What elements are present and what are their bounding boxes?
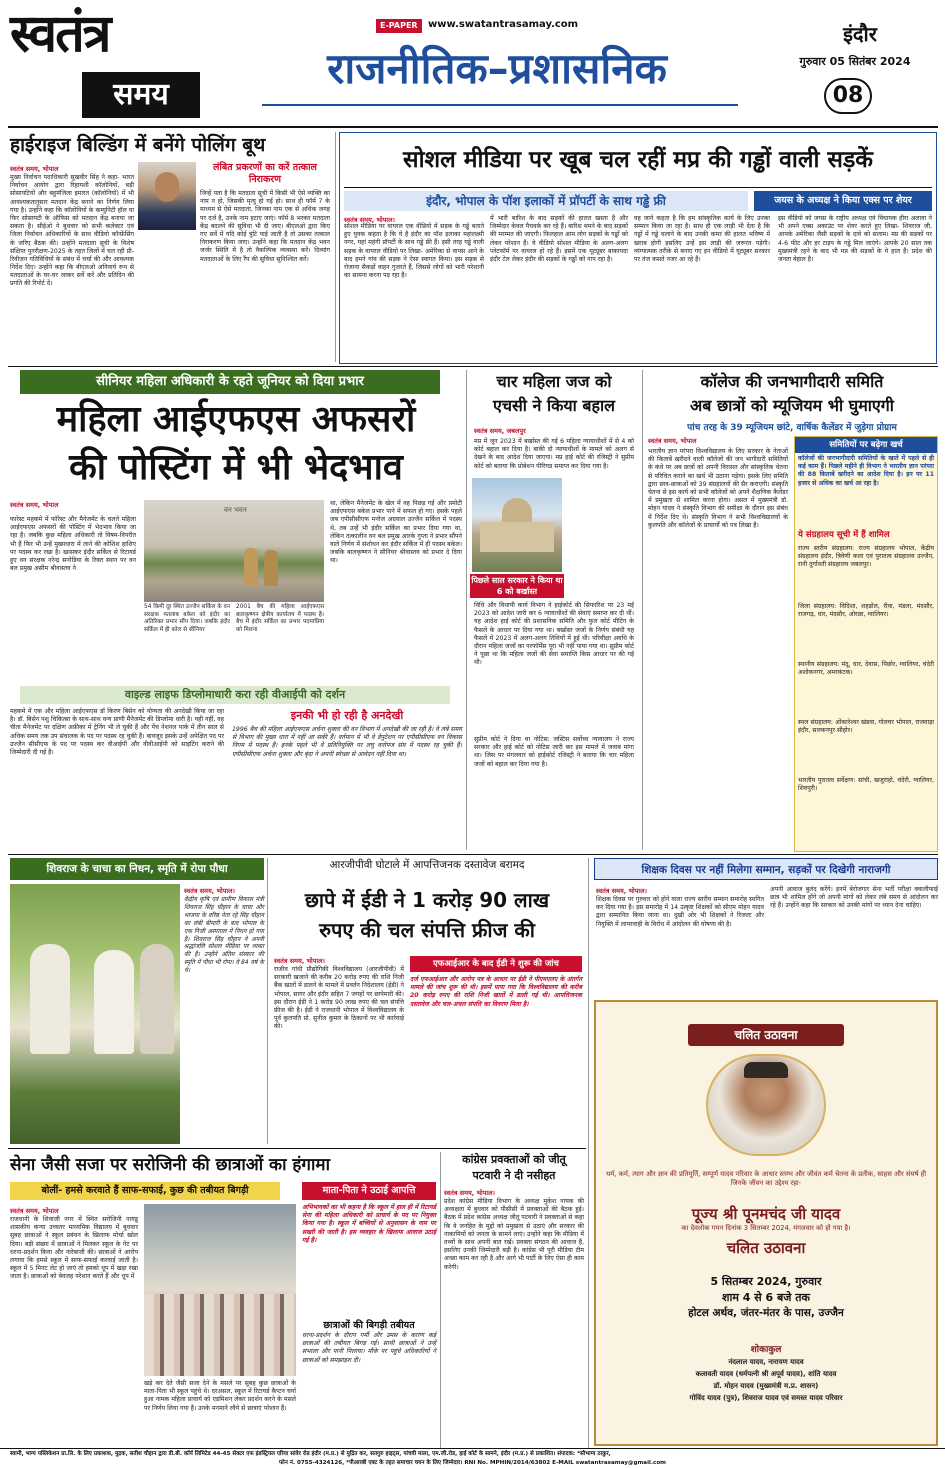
article-roads — [339, 132, 937, 364]
byline: स्वतंत्र समय, भोपाल। — [344, 216, 395, 224]
headline-line2: रुपए की चल संपत्ति फ्रीज की — [319, 918, 535, 942]
masthead-rule — [8, 126, 938, 128]
event-venue: होटल अर्थव, जंतर-मंतर के पास, उज्जैन — [688, 1307, 844, 1319]
side-title2: छात्राओं की बिगड़ी तबीयत — [323, 1320, 415, 1331]
headline-line2: एचसी ने किया बहाल — [492, 396, 616, 415]
body-col2: 54 किमी दूर स्थित उज्जैन सर्किल के वन संरक्षक मतलाब बकेल को इंदौर का अतिरिक्त प्रभार सौंप दिया। जबकि इंदौर सर्किल में ही कोल से सीनियर — [144, 604, 231, 633]
person-face — [155, 172, 179, 202]
protest-photo — [144, 1204, 296, 1376]
logo-line2: समय — [82, 72, 200, 118]
article-sarojini-students — [10, 1152, 436, 1448]
headline-line1: कॉलेज की जनभागीदारी समिति — [700, 372, 884, 391]
body-col4: था, लेकिन मैनेजमेंट के खेल में वह पिछड़ गई और प्रमोटी आईएफएस बकेल प्रभार पाने में सफल हो गए। इसके पहले जब एपीसीसीएफ मनोज अग्रवाल उज्जैन सर्किल में पदस्थ थे, तब उन्हें भी इंदौर सर्किल का प्रभार दिया गया था, लेकिन तत्कालीन वन बल प्रमुख आरके गुप्ता ने प्रभार सौंपने वाले निर्णय में संशोधन कर इंदौर सर्किल में ही पदस्थ बकेल। जबकि बालकृष्णन ने सीनियर श्रीवास्तव को प्रभार दे दिया था। — [330, 500, 462, 565]
body-top: मप्र में जून 2023 में बर्खास्त की गई 6 महिला न्यायाधीशों में से 4 को कोर्ट बहाल कर दिया है। बाकी दो न्यायाधीशों के मामले को अलग से देखने के बाद आदेश दिया जाएगा। मप्र हाई कोर्ट की रजिस्ट्री ने सुप्रीम कोर्ट को बताया कि प्रोबेशन पीरियड समाप्त कर दिया गया है। — [474, 438, 634, 470]
deceased-name: पूज्य श्री पूनमचंद जी यादव — [691, 1205, 841, 1223]
forest-office-photo — [144, 500, 324, 602]
plantation-photo — [10, 884, 180, 1144]
officer-figure — [244, 548, 258, 586]
obituary-ad — [594, 1000, 938, 1446]
byline: स्वतंत्र समय, भोपाल — [10, 165, 59, 173]
headline: सेना जैसी सजा पर सरोजिनी की छात्राओं का हंगामा — [10, 1155, 330, 1175]
kicker: सीनियर महिला अधिकारी के रहते जूनियर को दिया प्रभार — [20, 370, 440, 394]
high-court-photo — [472, 478, 562, 572]
portrait-cap — [744, 1062, 788, 1078]
kicker2: जयस के अध्यक्ष ने किया एक्स पर शेयर — [754, 191, 932, 211]
kicker: लंबित प्रकरणों का करें तत्काल निराकरण — [212, 162, 317, 185]
event-time: शाम 4 से 6 बजे तक — [722, 1291, 810, 1304]
headline-line1: कांग्रेस प्रवक्ताओं को जीतू — [462, 1153, 566, 1166]
headline-line1: महिला आईएफएस अफसरों — [56, 399, 416, 440]
ad-intro: धर्म, कर्म, त्याग और ज्ञान की प्रतिमूर्ति, सम्पूर्ण यादव परिवार के आधार स्तम्भ और जीवंत कर्म चेतना के प्रतीक, साहस और संघर्ष ही जिनके जीवन का उद्देश्य रहा- — [606, 1170, 926, 1187]
logo-line1: स्वतंत्र — [10, 3, 110, 64]
body: भारतीय ज्ञान परंपरा विश्वविद्यालय के लिए सरकार के नेताओं की किताबें खरीदने वाली कॉलेजों की जन भागीदारी समितियों के कंधे पर अब छात्रों को अपनी विरासत और सांस्कृतिक चेतना से परिचित कराने का खर्च भी उठाना पड़ेगा। इसके लिए समिति द्वारा छात्र-छात्राओं को 39 संग्रहालयों की सैर कराएगी। संस्कृति चेतना से इस कार्य को सभी कॉलेजों को अपने शैक्षणिक कैलेंडर में प्रमुखता से शामिल करना होगा। असल में मुख्यमंत्री डॉ. मोहन यादव ने संस्कृति विभाग की समीक्षा के दौरान इस संबंध में निर्देश दिए थे। संस्कृति विभाग ने सभी विश्वविद्यालयों के कुलपति और कॉलेजों के प्राचार्यों को पत्र लिखा है। — [648, 448, 788, 529]
section-title: राजनीतिक–प्रशासनिक — [327, 44, 667, 93]
logo — [10, 3, 200, 126]
imprint-footer — [0, 1448, 945, 1468]
edition-city: इंदौर — [843, 22, 877, 46]
body-col2: में भारी बारिश के बाद सड़कों की हालत खस्ता है और जिम्मेदार केवल पैचवर्क कर रहे हैं। बारिश थमने के बाद सड़कों की मरम्मत की जाएगी। फिलहाल आम लोग सड़कों के गड्ढों को लेकर परेशान हैं। ये वीडियो सोशल मीडिया के अलग-अलग प्लेटफॉर्म पर वायरल हो रहे हैं। इसमें एक यूट्यूबर बाकायदा इंदौर टेल लेकर इंदौर की सड़कों के गड्ढों को नाप रहा है। — [490, 215, 628, 263]
kicker: शिवराज के चाचा का निधन, स्मृति में रोपा पौधा — [10, 858, 264, 880]
body-col3: 2001 बैच की महिला आईएफएस बालकृष्णन क्षेत्रीय कार्यालय में पदस्थ हैं। बैच में इंदौर सर्किल का प्रभार पदमाप्रिया को मिलना — [236, 604, 324, 633]
event-title: चलित उठावना — [726, 1239, 806, 1257]
page-number: 08 — [824, 78, 872, 114]
body-col2 — [410, 1080, 582, 1146]
byline: स्वतंत्र समय, भोपाल — [10, 501, 59, 509]
byline: स्वतंत्र समय, भोपाल — [648, 437, 697, 445]
box-title: समितियों पर बढ़ेगा खर्च — [795, 437, 937, 453]
article-ed-raid — [272, 858, 582, 1146]
article-ifs-officers — [10, 370, 462, 633]
officer-figure — [264, 550, 278, 586]
body-col2: 1996 बैच की महिला आईएफएस अर्चना शुक्ला की वन विभाग में अनदेखी की जा रही है। वे लंबे समय से विभाग की मुख्य धारा में नहीं आ सकी हैं। वर्तमान में भी वे डेपुटेशन पर एपीसीसीएफ वन विकास निगम में पदस्थ हैं। इनके पहले भी वे प्रतिनियुक्ति पर लघु वनोपज संघ में पदस्थ रह चुकी हैं। एपीसीसीएफ अर्चना शुक्ला और बृंदा ने अपनी स्वेच्छा से आवेदन नहीं दिया था। — [232, 726, 462, 758]
kicker: इंदौर, भोपाल के पॉश इलाकों में प्रॉपर्टी के साथ गड्ढे फ्री — [344, 191, 748, 211]
side-title: माता-पिता ने उठाई आपत्ति — [302, 1182, 436, 1200]
header-divider — [262, 104, 738, 106]
headline-line2: अब छात्रों को म्यूजियम भी घुमाएगी — [690, 396, 894, 415]
mourner-3: डॉ. मोहन यादव (मुख्यमंत्री म.प्र. शासन) — [713, 1382, 819, 1390]
ad-banner: चलित उठावना — [688, 1024, 844, 1046]
side-body2: धरना-प्रदर्शन के दौरान गर्मी और उमस के कारण कई छात्राओं की तबीयत बिगड़ गई। साथी छात्राओं ने उन्हें संभाला और पानी पिलाया। मौके पर पहुंचे अधिकारियों ने छात्राओं को समझाइश दी। — [302, 1332, 436, 1364]
event-date: 5 सितम्बर 2024, गुरुवार — [710, 1275, 822, 1288]
list-item-3: स्थानीय संग्रहालय: मंदू, धार, देवास, पिछोर, ग्वालियर, चंदेरी अशोकनगर, अमरकंटक। — [798, 661, 934, 677]
building-body — [480, 522, 554, 552]
body-notice: सुप्रीम कोर्ट ने दिया था नोटिस: जस्टिस सर्वोच्च न्यायालय ने राज्य सरकार और हाई कोर्ट को नोटिस जारी कर इस मामले में जवाब मांगा था। जिस पर मंगलवार को हाईकोर्ट रजिस्ट्री ने बताया कि चार महिला जजों को बहाल कर दिया गया है। — [474, 736, 634, 768]
epaper-label: E-PAPER — [376, 19, 422, 33]
body-side — [566, 478, 634, 598]
article-teachers-day — [594, 858, 938, 996]
imprint-line2: फोन नं. 0755-4324126, *पीआरबी एक्ट के तहत समाचार चयन के लिए जिम्मेदार। RNI No. MPHIN/2014/63802 E-MAIL swatantrasamay@gmail.com — [278, 1460, 667, 1466]
body-main: विधि और विधायी कार्य विभाग ने हाईकोर्ट की सिफारिश पर 23 मई 2023 को आदेश जारी कर 6 न्यायाधीशों की सेवाएं समाप्त कर दी थीं। यह आदेश हाई कोर्ट की प्रशासनिक समिति और फुल कोर्ट मीटिंग के फैसले के आधार पर दिया गया था। बर्खास्त जजों के निर्णय संबंधी यह फैसले में 2023 में अलग-अलग तिथियों में हुई थी। परिवीक्षा अवधि के दौरान महिला जजों का परफॉर्मेंस पूरा भी नहीं पाया गया था। सुप्रीम कोर्ट ने पूछा था कि महिला जजों की सेवा समाप्ति किस आधार पर की गई थी। — [474, 602, 634, 667]
headline: हाईराइज बिल्डिंग में बनेंगे पोलिंग बूथ — [10, 134, 266, 156]
masthead — [0, 0, 945, 128]
person-figure — [30, 944, 70, 1054]
mourner-2: कलावती यादव (धर्मपत्नी श्री अपूर्व यादव), शांति यादव — [695, 1370, 837, 1378]
list-item-1: राज्य स्तरीय संग्रहालय: राज्य संग्रहालय भोपाल, केंद्रीय संग्रहालय इंदौर, त्रिवेणी कला एवं पुरातत्व संग्रहालय उज्जैन, रानी दुर्गावती संग्रहालय जबलपुर। — [798, 545, 934, 569]
article-wildlife — [10, 682, 462, 848]
body-col2: अपनी आवाज बुलंद करेंगे। इनमें बेरोजगार सेना भर्ती परीक्षा क्वालीफाई छात्र भी शामिल होंगे जो अपनी मांगों को लेकर लंबे समय से आंदोलन कर रहे हैं। उन्होंने कहा कि सरकार को उनकी मांगों पर ध्यान देना चाहिए। — [770, 886, 938, 910]
body-col3: वह जाने कहता है कि हम सांस्कृतिक कार्य के लिए उनका सम्मान किया जा रहा है। साथ ही एक लाड़ी भी देता है कि गड्ढों में गड्ढे चलाने के बाद उनकी कमर की हालत भविष्य में खराब होगी इसलिए उन्हें इस लाड़ी की जरूरत पड़ेगी। व्यंग्यात्मक तरीके से बनाए गए इन वीडियो में यूट्यूबर सरकार पर तंज कसते नजर आ रहे हैं। — [634, 215, 770, 263]
body-col1: महकमे में एक और महिला आईएफएस डॉ किरण बिसेन को योग्यता की अनदेखी किया जा रहा है। डॉ. बिसेन पशु चिकित्सा के साथ-साथ वन्य प्राणी मैनेजमेंट की डिप्लोमा धारी है। यही नहीं, वह चीता मैनेजमेंट पर दक्षिण अफ्रीका में ट्रेनिंग भी ले चुकी हैं और पेंच नेशनल पार्क में तीन साल से अधिक समय तक उप संचालक के पद पर पदस्थ रह चुकी हैं। बावजूद इसके उन्हें अपेक्षित पद पर उज्जैन सीसीएफ के पद पर पदस्थ कर वीआईपी और वीवीआईपी को साइटिंग कराने की जिम्मेदारी दी गई है। — [10, 708, 225, 756]
photo-caption: पिछले साल सरकार ने किया था 6 को बर्खास्त — [471, 576, 563, 596]
body-col1: शिक्षक दिवस पर गुरुवार को होने वाला राज्य स्तरीय सम्मान समारोह स्थगित कर दिया गया है। इस समारोह में 14 उत्कृष्ट शिक्षकों को सीएम मोहन यादव द्वारा सम्मानित किया जाना था। दुखी ओर भी शिक्षकों ने रिजल्ट और नियुक्ति में लापरवाही के विरोध में आंदोलन की घोषणा की है। — [596, 896, 764, 928]
body-col1: फारेस्ट महकमे में फॉरेस्ट और मैनेजमेंट के चलते महिला आईएफएस अफसरों की पोस्टिंग में भेदभाव किया जा रहा है। जबकि कुछ महिला अधिकारी तो विषम-विपरीत भी हैं फिर भी उन्हें मुख्यधारा में लाने की कोशिश हाशिए पर पदस्थ कर रखा है। खासकर इंदौर सर्किल से रिटायर्ड हुए वन संरक्षक नरेन्द्र सनोडिया के रिक्त स्थान पर वन बल प्रमुख असीम श्रीवास्तव ने — [10, 516, 136, 573]
sidebar-box — [794, 436, 938, 852]
list-item-2: जिला संग्रहालय: विदिशा, शहडोल, रीवा, मंडला, मंदसौर, राजगढ़, धार, मंदसौर, ओरछा, ग्वालियर। — [798, 603, 934, 619]
body: राजधानी के शिवाजी नगर में स्थित सरोजिनी नायडू शासकीय कन्या उच्चतर माध्यमिक विद्यालय में बुधवार सुबह छात्राओं ने स्कूल प्रबंधन के खिलाफ मोर्चा खोल दिया। बड़ी संख्या में छात्राओं ने मिलकर स्कूल के गेट पर धरना-प्रदर्शन किया और नारेबाजी की। छात्राओं ने आरोप लगाया कि हमसे स्कूल में साफ-सफाई करवाई जाती है। स्कूल में 5 मिनट लेट हो जाएं तो हमको धूप में खड़ा रखा जाता है। छात्राओं को बेवजह परेशान करते हैं और धूप में — [10, 1216, 138, 1281]
list-item-4: स्थल संग्रहालय: ओंकारेश्वर खंडवा, गोलघर भोपाल, राजवाड़ा इंदौर, सलकनपुर सीहोर। — [798, 719, 934, 735]
box-body: कॉलेजों की जनभागीदारी समितियों के खाते में पहले से ही कई काम हैं। पिछले महीने ही विभाग ने भारतीय ज्ञान परंपरा की 88 किताबें खरीदने का आदेश दिया है। इन पर 11 हजार से अधिक का खर्च आ रहा है। — [798, 455, 934, 487]
mourner-1: नंदलाल यादव, नारायण यादव — [728, 1358, 804, 1366]
byline: स्वतंत्र समय, भोपाल। — [596, 887, 647, 895]
headline-line1: छापे में ईडी ने 1 करोड़ 90 लाख — [304, 888, 550, 912]
article-women-judges — [470, 370, 638, 852]
person-figure — [140, 944, 174, 1054]
portrait-photo — [706, 1054, 826, 1156]
body-col1: मुख्य निर्वाचन पदाधिकारी सुखवीर सिंह ने कहा- भारत निर्वाचन आयोग द्वारा रिहायशी कॉलोनियों, बड़ी सोसायटियों और बहुमंजिला इमारत (कॉलोनियों) में भी आवश्यकतानुसार मतदान केंद्र बनाने का निर्णय लिया गया है। उन्होंने कहा कि कॉलोनियों के कम्युनिटी हॉल या फिर सोसायटी के ऑफिस को मतदान केंद्र बनाया जा सकता है। सीईओ ने बुधवार को सभी कलेक्टर एवं जिला निर्वाचन अधिकारियों के साथ वीडियो कॉन्फ्रेंसिंग के जरिए बैठक की। उन्होंने मतदाता सूची के विशेष संक्षिप्त पुनरीक्षण-2025 के तहत जिलों में चल रही प्री-रिवीजन गतिविधियों के संबंध में चर्चा की और आवश्यक निर्देश दिए। उन्होंने कहा कि बीएलओ अनिवार्य रूप से मतदाताओं के घर-घर जाकर सर्वे करें और प्रतिदिन की प्रगति की रिपोर्ट दें। — [10, 174, 134, 288]
list-item-5: भारतीय पुरातत्व सर्वेक्षण: सांची, खजुराहो, चंदेरी, ग्वालियर, शिवपुरी। — [798, 777, 934, 793]
photo-caption: वन भवन — [224, 506, 247, 514]
body: राजीव गांधी प्रौद्योगिकी विश्वविद्यालय (आरजीपीवी) में सरकारी खजाने की करीब 20 करोड़ रुपए की राशि निजी बैंक खातों में डालने के मामले में प्रवर्तन निदेशालय (ईडी) ने भोपाल, सागर और इंदौर सहित 7 जगहों पर छापेमारी की। इस दौरान ईडी ने 1 करोड़ 90 लाख रुपए की चल संपत्ति फ्रीज की है। ईडी ने राजधानी भोपाल में विश्वविद्यालय के पूर्व कुलपति प्रो. सुनील कुमार के ठिकानों पर भी कार्रवाई की। — [274, 966, 404, 1031]
mourners-label: शोकाकुल — [750, 1345, 782, 1355]
byline: स्वतंत्र समय, जबलपुर — [474, 427, 526, 435]
article-college-museum — [646, 370, 938, 852]
crowd — [144, 1294, 296, 1376]
divider — [335, 132, 336, 362]
death-note: का देवलोक गमन दिनांक 3 सितम्बर 2024, मंगलवार को हो गया है। — [681, 1224, 851, 1232]
byline: स्वतंत्र समय, भोपाल। — [444, 1189, 495, 1197]
kicker: पांच तरह के 39 म्यूजियम छांटे, वार्षिक कैलेंडर में जुड़ेगा प्रोग्राम — [687, 423, 897, 433]
side-title: एफआईआर के बाद ईडी ने शुरू की जांच — [410, 956, 582, 972]
epaper-bar — [376, 18, 646, 34]
body: केंद्रीय कृषि एवं ग्रामीण विकास मंत्री शिवराज सिंह चौहान के चाचा और भाजपा के वरिष्ठ नेता रहे सिंह चौहान का लंबी बीमारी के बाद भोपाल के एक निजी अस्पताल में निधन हो गया है। शिवराज सिंह चौहान ने अपनी श्रद्धांजलि सोशल मीडिया पर व्यक्त की है। उन्होंने अंतिम संस्कार की स्मृति में पौधा भी रोपा। वे 84 वर्ष के थे। — [184, 896, 264, 975]
kicker: बोलीं- हमसे करवाते हैं साफ-सफाई, कुछ की तबीयत बिगड़ी — [10, 1182, 280, 1200]
body-col2: जिन्हें पता है कि मतदाता सूची में किसी भी ऐसे व्यक्ति का नाम न हो, जिसकी मृत्यु हो गई हो। साथ ही फॉर्म 7 के माध्यम से ऐसे मतदाता, जिनका नाम एक से अधिक जगह पर दर्ज है, उनके नाम हटाए जाएं। फॉर्म 8 भरकर मतदाता केंद्र बदलने की सुविधा भी दी जाए। बीएलओ द्वारा किए गए सर्वे में यदि कोई त्रुटि पाई जाती है तो उसका तत्काल निराकरण किया जाए। उन्होंने कहा कि मतदान केंद्र भवन जर्जर स्थिति में है तो वैकल्पिक व्यवस्था करें। दिव्यांग मतदाताओं के लिए रैंप की सुविधा सुनिश्चित करें। — [200, 190, 330, 263]
article-shivraj-uncle — [10, 858, 264, 1144]
article-polling-booth — [10, 132, 332, 362]
body: प्रदेश कांग्रेस मीडिया विभाग के अध्यक्ष मुकेश नायक की अध्यक्षता में बुधवार को पीसीसी में प्रवक्ताओं की बैठक हुई। बैठक में प्रदेश कांग्रेस अध्यक्ष जीतू पटवारी ने प्रवक्ताओं से कहा कि वे जनहित के मुद्दों को प्रमुखता से उठाएं और सरकार की नाकामियों को जनता के सामने लाएं। उन्होंने कहा कि मीडिया में तथ्यों के साथ अपनी बात रखें। प्रवक्ता संगठन की आवाज हैं, इसलिए उनकी जिम्मेदारी बड़ी है। कांग्रेस भी पूरी मीडिया टीम अच्छा काम कर रही है और आगे भी पार्टी के लिए ऐसा ही काम करेगी। — [444, 1198, 584, 1271]
kicker: वाइल्ड लाइफ डिप्लोमाधारी करा रही वीआईपी को दर्शन — [20, 686, 450, 704]
headline-line2: पटवारी ने दी नसीहत — [472, 1169, 556, 1182]
body-col4: इस वीडियो को जयस के राष्ट्रीय अध्यक्ष एवं विधायक हीरा अलावा ने भी अपने एक्स अकाउंट पर शेयर करते हुए लिखा- शिवराज जी, आपके अमेरिका जैसी सड़कों के दावे को सलाम। मप्र की सड़कों पर 4-6 फीट और हर टाइप के गड्ढे मिल जाएंगे। आपके 20 साल तक मुख्यमंत्री रहने के बाद भी मप्र की सड़कों के ये हाल हैं। प्रदेश की जनता बेहाल है। — [778, 215, 932, 263]
official-photo — [138, 162, 196, 230]
kicker: आरजीपीवी घोटाले में आपत्तिजनक दस्तावेज बरामद — [329, 859, 525, 871]
side-body: अभिभावकों का भी कहना है कि स्कूल में हाल ही में रिटायर्ड सेना की महिला अधिकारी को प्राचार्य के पद पर नियुक्त किया गया है। स्कूल में बच्चियों से अनुशासन के नाम पर सख्ती की जाती है। इस व्यवहार के खिलाफ आवाज उठाई गई है। — [302, 1204, 436, 1244]
byline: स्वतंत्र समय, भोपाल। — [184, 887, 235, 895]
headline: सोशल मीडिया पर खूब चल रहीं मप्र की गड्ढों वाली सड़कें — [403, 147, 873, 173]
headline-line1: चार महिला जज को — [496, 372, 612, 391]
kicker2: इनकी भी हो रही है अनदेखी — [290, 709, 404, 722]
body-col1: सोशल मीडिया पर वायरल एक वीडियो में सड़क के गड्ढे बताते हुए युवक कहता है कि ये है इंदौर का पॉश इलाका महालक्ष्मी नगर, यहां महंगी प्रॉपर्टी के साथ गड्ढे फ्री हैं। इसी तरह गड्ढे वाली सड़क के वायरल वीडियो पर लिखा- अमेरिका से वापस आने के बाद हमने गांव की सड़क ने ऐसा स्वागत किया। इस सड़क से रोजाना सैकड़ों वाहन गुजरते हैं, जिससे लोगों को भारी परेशानी का सामना करना पड़ रहा है। — [344, 223, 484, 280]
kicker: शिक्षक दिवस पर नहीं मिलेगा सम्मान, सड़कों पर दिखेगी नाराजगी — [594, 858, 938, 880]
side-body: दर्ज एफआईआर और आरोप पत्र के आधार पर ईडी ने पीएमएलए के अंतर्गत मामले की जांच शुरू की थी। इसमें पाया गया कि विश्वविद्यालय की करीब 20 करोड़ रुपए की राशि निजी खातों में डाली गई थी। आपत्तिजनक दस्तावेज और चल-अचल संपत्ति का विवरण मिला है। — [410, 976, 582, 1008]
building-dome — [502, 498, 532, 522]
imprint-line1: स्वामी, भाग्य पब्लिकेशन प्रा.लि. के लिए प्रकाशक, मुद्रक, सतीश चौहान द्वारा डी.बी. कॉर्प लिमिटेड 44-45 सेक्टर एफ इंडस्ट्रियल एरिया सांवेर रोड इंदौर (म.प्र.) से मुद्रित कर, सतगुरु हाइट्स, पांचवी माला, एम.जी.रोड, हाई कोर्ट के सामने, इंदौर (म.प्र.) से प्रकाशित। संपादक: *सौभाग्य ठाकुर, — [10, 1451, 611, 1457]
byline: स्वतंत्र समय, भोपाल। — [274, 957, 325, 965]
byline: स्वतंत्र समय, भोपाल — [10, 1207, 59, 1215]
photo-caption: खड़े कर देते जैसी सजा देने के मसले पर सुबह कुछ छात्राओं के माता-पिता भी स्कूल पहुंचे थे। दरअसल, स्कूल में रिटायर्ड कैप्टन चर्या हुआ नामक महिला प्राचार्य को एडमिशन लेकर प्रदर्शन करने के मसले पर निर्णय लिया गया है। उनके मनमाने रवैये से छात्राएं परेशान हैं। — [144, 1380, 296, 1412]
headline-line2: की पोस्टिंग में भी भेदभाव — [69, 447, 403, 488]
edition-date: गुरुवार 05 सितंबर 2024 — [799, 55, 911, 68]
person-figure — [94, 950, 134, 1054]
site-url[interactable]: www.swatantrasamay.com — [428, 19, 579, 30]
article-congress — [444, 1152, 584, 1448]
list-title: ये संग्रहालय सूची में हैं शामिल — [798, 530, 890, 540]
mourner-4: गोविंद यादव (पुत्र), शिवराज यादव एवं समस्त यादव परिवार — [689, 1394, 843, 1402]
